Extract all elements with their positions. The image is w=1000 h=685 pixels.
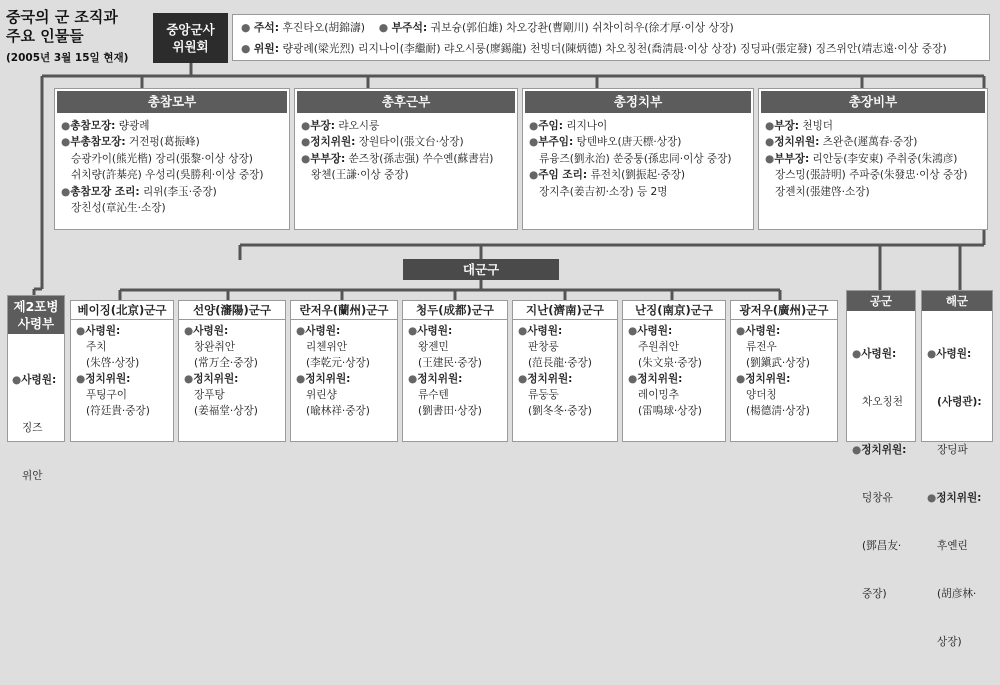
bullet-icon: ● [408, 325, 418, 337]
military-regions-header: 대군구 [403, 259, 559, 280]
region-label-row [184, 371, 280, 387]
department-line [529, 151, 747, 167]
department-line [529, 167, 747, 183]
navy-header: 해군 [922, 291, 992, 311]
department-line-text: 탕텐뱌오(唐天標·상장) [573, 136, 682, 149]
military-region [730, 300, 838, 442]
department-line [765, 151, 981, 167]
region-political-commissar: 장푸탕 [194, 389, 225, 401]
region-commander-hanja: (王建民·중장) [418, 357, 482, 369]
artillery-cmd-label: 사령원: [21, 374, 57, 386]
department-line-text: 승광카이(熊光楷) 장리(張黎·이상 상장) [71, 152, 253, 165]
artillery-cmd-2: 위안 [22, 470, 43, 482]
bullet-icon: ● [852, 348, 862, 360]
department-line-text: 장스밍(張詩明) 주파중(朱發忠·이상 중장) [775, 169, 968, 182]
department-line-label: 주임: [538, 120, 563, 132]
region-commander: 리첸위안 [306, 341, 347, 353]
department-line-label: 부부장: [774, 152, 810, 165]
label: (사령관): [937, 396, 982, 408]
region-body [513, 320, 617, 422]
bullet-icon: ● [529, 169, 539, 182]
region-header: 베이징(北京)군구 [71, 301, 173, 320]
label: 정치위원: [861, 444, 907, 456]
bullet-icon: ● [529, 136, 539, 149]
second-artillery [7, 295, 65, 482]
department-line [529, 184, 747, 200]
department-line-text: 쑨즈창(孫志强) 쑤수옌(蘇書岩) [345, 152, 494, 165]
bullet-icon: ● [765, 152, 775, 165]
artillery-cmd-1: 징즈 [22, 422, 43, 434]
department-line-text: 류융즈(劉永治) 쑨중퉁(孫忠同·이상 중장) [539, 152, 732, 165]
region-body [71, 320, 173, 422]
navy-cmd: 장딩파 [937, 444, 968, 456]
department-header: 총정치부 [525, 91, 751, 113]
bullet-icon: ● [61, 185, 71, 198]
department-line-text: 장지추(姜吉初·소장) 등 2명 [539, 185, 668, 198]
department-line-label: 부장: [774, 120, 799, 132]
region-political-commissar-hanja: (符廷貴·중장) [86, 405, 150, 417]
department-line [61, 200, 283, 216]
department-line [765, 134, 981, 150]
region-header: 난징(南京)군구 [623, 301, 725, 320]
region-commander-hanja: (李乾元·상장) [306, 357, 370, 369]
bullet-icon: ● [518, 325, 528, 337]
department-line [61, 184, 283, 200]
region-header: 광저우(廣州)군구 [731, 301, 837, 320]
region-label: 사령원: [637, 325, 673, 337]
department-line-text: 랴오시룽 [334, 120, 380, 132]
cmc-chairman: 후진타오(胡錦濤) [282, 21, 366, 34]
air-force-pol-han: (鄧昌友· [862, 540, 902, 552]
region-label-row [518, 371, 612, 387]
region-label-row [296, 323, 392, 339]
region-commander: 왕젠민 [418, 341, 449, 353]
dept-logistics [294, 88, 518, 230]
department-line-text: 왕첸(王謙·이상 중장) [311, 169, 409, 182]
bullet-icon: ● [12, 374, 22, 386]
department-line-text: 츠완춘(遲萬春·중장) [819, 136, 918, 149]
cmc-vice-label: 부주석: [391, 21, 428, 34]
department-line-text: 류전치(劉振起·중장) [587, 169, 686, 182]
region-label-row [518, 323, 612, 339]
military-region [402, 300, 508, 442]
air-force [846, 290, 916, 600]
bullet-icon: ● [736, 325, 746, 337]
region-body [179, 320, 285, 422]
region-political-commissar: 양더칭 [746, 389, 777, 401]
air-force-header: 공군 [847, 291, 915, 311]
department-line-label: 주임 조리: [538, 169, 588, 182]
bullet-icon: ● [301, 120, 311, 132]
bullet-icon: ● [628, 325, 638, 337]
bullet-icon: ● [765, 136, 775, 149]
cmc-vice: 궈보슝(郭伯雄) 차오강촨(曹剛川) 쉬차이허우(徐才厚·이상 상장) [430, 21, 734, 34]
date-note: (2005년 3월 15일 현재) [6, 52, 129, 64]
region-label: 정치위원: [637, 373, 683, 385]
region-political-commissar: 류수텐 [418, 389, 449, 401]
dept-armament [758, 88, 988, 230]
region-label-row [628, 323, 720, 339]
department-line-label: 부장: [310, 120, 335, 132]
military-region [70, 300, 174, 442]
department-line-text: 쉬치량(許棊亮) 우성리(吳勝利·이상 중장) [71, 169, 264, 182]
bullet-icon: ● [61, 136, 71, 149]
region-body [403, 320, 507, 422]
region-label: 사령원: [85, 325, 121, 337]
bullet-icon: ● [408, 373, 418, 385]
bullet-icon: ● [296, 325, 306, 337]
bullet-icon: ● [378, 21, 389, 34]
region-label-row [628, 371, 720, 387]
department-line-text: 리위(李玉·중장) [139, 185, 217, 198]
department-line-label: 부주임: [538, 136, 574, 149]
navy-body [922, 311, 992, 685]
department-line-label: 부부장: [310, 152, 346, 165]
dept-political [522, 88, 754, 230]
department-line [765, 118, 981, 134]
region-commander-hanja: (朱文泉·중장) [638, 357, 702, 369]
region-commander: 류전우 [746, 341, 777, 353]
region-political-commissar-hanja: (劉書田·상장) [418, 405, 482, 417]
department-line [765, 184, 981, 200]
military-region [622, 300, 726, 442]
region-label-row [736, 323, 832, 339]
region-label: 정치위원: [745, 373, 791, 385]
region-label: 사령원: [527, 325, 563, 337]
cmc-row-1 [241, 17, 981, 38]
bullet-icon: ● [927, 348, 937, 360]
bullet-icon: ● [76, 373, 86, 385]
region-commander-hanja: (朱啓·상장) [86, 357, 140, 369]
department-line [61, 118, 283, 134]
department-body [55, 115, 289, 219]
cmc-row-2 [241, 38, 981, 59]
department-header: 총참모부 [57, 91, 287, 113]
region-commander: 주원취안 [638, 341, 679, 353]
region-label: 정치위원: [193, 373, 239, 385]
bullet-icon: ● [765, 120, 775, 132]
region-commander: 주치 [86, 341, 107, 353]
title-line-1: 중국의 군 조직과 [6, 8, 118, 26]
department-line [529, 118, 747, 134]
region-label-row [76, 371, 168, 387]
navy-pol-han-2: 상장) [937, 636, 962, 648]
region-political-commissar: 푸팅구이 [86, 389, 127, 401]
region-label-row [296, 371, 392, 387]
department-body [523, 115, 753, 203]
cmc-members [232, 14, 990, 61]
bullet-icon: ● [76, 325, 86, 337]
bullet-icon: ● [518, 373, 528, 385]
department-line-label: 총참모장: [70, 120, 116, 132]
region-label: 사령원: [417, 325, 453, 337]
region-political-commissar: 류둥둥 [528, 389, 559, 401]
department-line [301, 134, 511, 150]
department-line [61, 167, 283, 183]
bullet-icon: ● [927, 492, 937, 504]
bullet-icon: ● [852, 444, 862, 456]
region-body [623, 320, 725, 422]
cmc-chairman-label: 주석: [253, 21, 280, 34]
region-label: 사령원: [193, 325, 229, 337]
region-commander-hanja: (劉鎭武·상장) [746, 357, 810, 369]
air-force-pol: 덩창유 [862, 492, 893, 504]
chart-title [6, 8, 118, 46]
region-label: 사령원: [745, 325, 781, 337]
department-line-label: 부총참모장: [70, 136, 126, 149]
region-label-row [408, 323, 502, 339]
region-label-row [736, 371, 832, 387]
department-header: 총장비부 [761, 91, 985, 113]
department-line [529, 134, 747, 150]
bullet-icon: ● [241, 42, 251, 55]
department-line-text: 천빙더 [798, 120, 834, 132]
region-label: 정치위원: [417, 373, 463, 385]
bullet-icon: ● [61, 120, 71, 132]
region-label: 정치위원: [305, 373, 351, 385]
dept-general-staff [54, 88, 290, 230]
department-body [759, 115, 987, 203]
department-line [301, 151, 511, 167]
air-force-pol-han-2: 중장) [862, 588, 887, 600]
region-label: 정치위원: [527, 373, 573, 385]
bullet-icon: ● [296, 373, 306, 385]
label: 정치위원: [936, 492, 982, 504]
military-region [290, 300, 398, 442]
cmc-members-label: 위원: [253, 42, 280, 55]
cmc-header: 중앙군사 위원회 [153, 13, 228, 63]
cmc-members-list: 량광례(梁光烈) 리지나이(李繼耐) 랴오시룽(廖錫龍) 천빙더(陳炳德) 차오칭천(喬淸晨·이상 상장) 징딩파(張定發) 징즈위안(靖志遠·이상 중장) [282, 42, 947, 55]
artillery-header: 제2포병 사령부 [8, 296, 64, 334]
bullet-icon: ● [184, 373, 194, 385]
region-header: 청두(成都)군구 [403, 301, 507, 320]
region-label-row [408, 371, 502, 387]
label: 사령원: [936, 348, 972, 360]
region-political-commissar-hanja: (楊德淸·상장) [746, 405, 810, 417]
artillery-body [8, 334, 64, 522]
bullet-icon: ● [529, 120, 539, 132]
region-political-commissar-hanja: (雷鳴球·상장) [638, 405, 702, 417]
title-line-2: 주요 인물들 [6, 27, 84, 45]
region-political-commissar-hanja: (喩林祥·중장) [306, 405, 370, 417]
department-line-text: 장원타이(張文台·상장) [355, 136, 464, 149]
bullet-icon: ● [301, 152, 311, 165]
department-line-text: 장젠치(張建啓·소장) [775, 185, 870, 198]
department-body [295, 115, 517, 187]
department-line [61, 151, 283, 167]
air-force-body [847, 311, 915, 637]
bullet-icon: ● [628, 373, 638, 385]
region-political-commissar-hanja: (劉冬冬·중장) [528, 405, 592, 417]
navy [921, 290, 993, 648]
region-header: 선양(瀋陽)군구 [179, 301, 285, 320]
department-line-text: 리안둥(李安東) 주취중(朱鴻彦) [809, 152, 958, 165]
region-commander-hanja: (范長龍·중장) [528, 357, 592, 369]
navy-pol-han: (胡彦林· [937, 588, 977, 600]
department-line-label: 정치위원: [310, 136, 356, 149]
region-header: 란저우(蘭州)군구 [291, 301, 397, 320]
military-region [512, 300, 618, 442]
air-force-cmd: 차오칭천 [862, 396, 903, 408]
region-body [291, 320, 397, 422]
region-body [731, 320, 837, 422]
department-line-text: 장친성(章沁生·소장) [71, 202, 166, 215]
department-line [765, 167, 981, 183]
bullet-icon: ● [241, 21, 251, 34]
region-label-row [76, 323, 168, 339]
region-political-commissar: 위린샹 [306, 389, 337, 401]
bullet-icon: ● [301, 136, 311, 149]
region-commander: 판창룽 [528, 341, 559, 353]
department-line [301, 118, 511, 134]
bullet-icon: ● [736, 373, 746, 385]
region-label-row [184, 323, 280, 339]
military-region [178, 300, 286, 442]
department-line-text: 거전펑(葛振峰) [125, 136, 200, 149]
region-label: 사령원: [305, 325, 341, 337]
bullet-icon: ● [184, 325, 194, 337]
region-label: 정치위원: [85, 373, 131, 385]
department-line [301, 167, 511, 183]
department-line-text: 량광례 [115, 120, 150, 132]
region-commander: 창완취안 [194, 341, 235, 353]
region-political-commissar: 레이밍추 [638, 389, 679, 401]
department-line-label: 총참모장 조리: [70, 185, 140, 198]
region-header: 지난(濟南)군구 [513, 301, 617, 320]
department-line-label: 정치위원: [774, 136, 820, 149]
label: 사령원: [861, 348, 897, 360]
region-political-commissar-hanja: (姜福堂·상장) [194, 405, 258, 417]
region-commander-hanja: (常万全·중장) [194, 357, 258, 369]
department-line-text: 리지나이 [562, 120, 608, 132]
department-line [61, 134, 283, 150]
department-header: 총후근부 [297, 91, 515, 113]
navy-pol: 후옌린 [937, 540, 968, 552]
